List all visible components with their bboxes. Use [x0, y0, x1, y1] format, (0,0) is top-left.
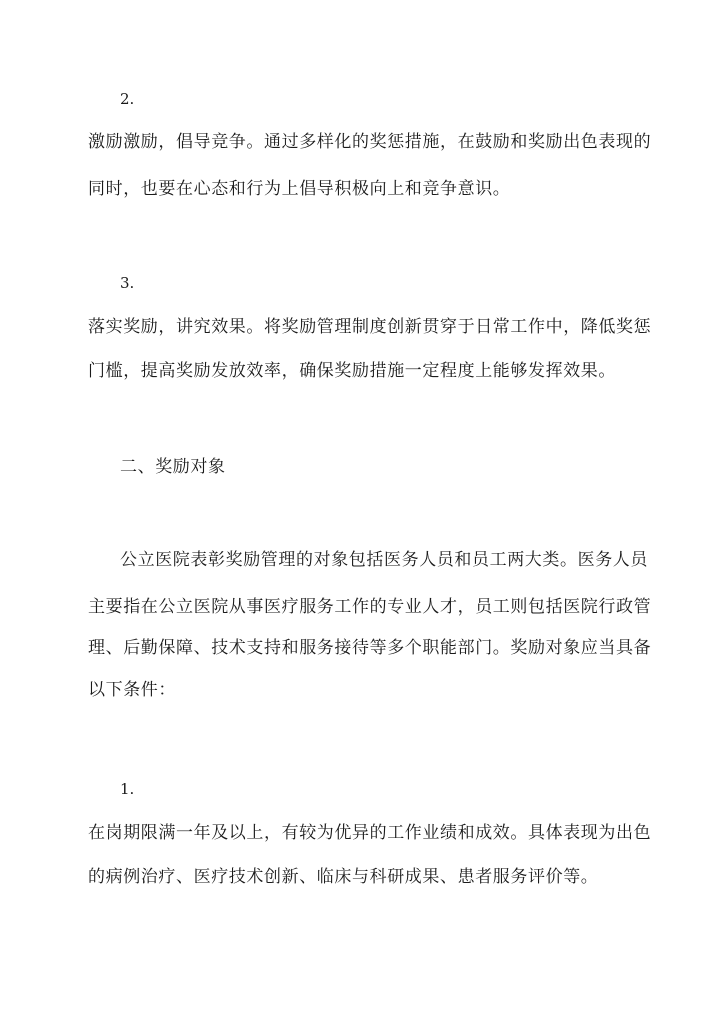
- condition-1-line-2: 的病例治疗、医疗技术创新、临床与科研成果、患者服务评价等。: [88, 867, 599, 887]
- condition-number-1: 1.: [120, 780, 135, 798]
- paragraph-line-2: 主要指在公立医院从事医疗服务工作的专业人才，员工则包括医院行政管: [88, 597, 652, 617]
- item-3-line-1: 落实奖励，讲究效果。将奖励管理制度创新贯穿于日常工作中，降低奖惩: [88, 317, 652, 337]
- paragraph-line-4: 以下条件：: [88, 680, 176, 700]
- item-number-3: 3.: [120, 274, 135, 292]
- paragraph-line-1: 公立医院表彰奖励管理的对象包括医务人员和员工两大类。医务人员: [120, 550, 648, 570]
- section-heading: 二、奖励对象: [120, 457, 226, 477]
- item-3-line-2: 门槛，提高奖励发放效率，确保奖励措施一定程度上能够发挥效果。: [88, 361, 616, 381]
- item-number-2: 2.: [120, 90, 135, 108]
- paragraph-line-3: 理、后勤保障、技术支持和服务接待等多个职能部门。奖励对象应当具备: [88, 638, 652, 658]
- item-2-line-2: 同时，也要在心态和行为上倡导积极向上和竞争意识。: [88, 179, 511, 199]
- condition-1-line-1: 在岗期限满一年及以上，有较为优异的工作业绩和成效。具体表现为出色: [88, 823, 652, 843]
- item-2-line-1: 激励激励，倡导竞争。通过多样化的奖惩措施，在鼓励和奖励出色表现的: [88, 132, 652, 152]
